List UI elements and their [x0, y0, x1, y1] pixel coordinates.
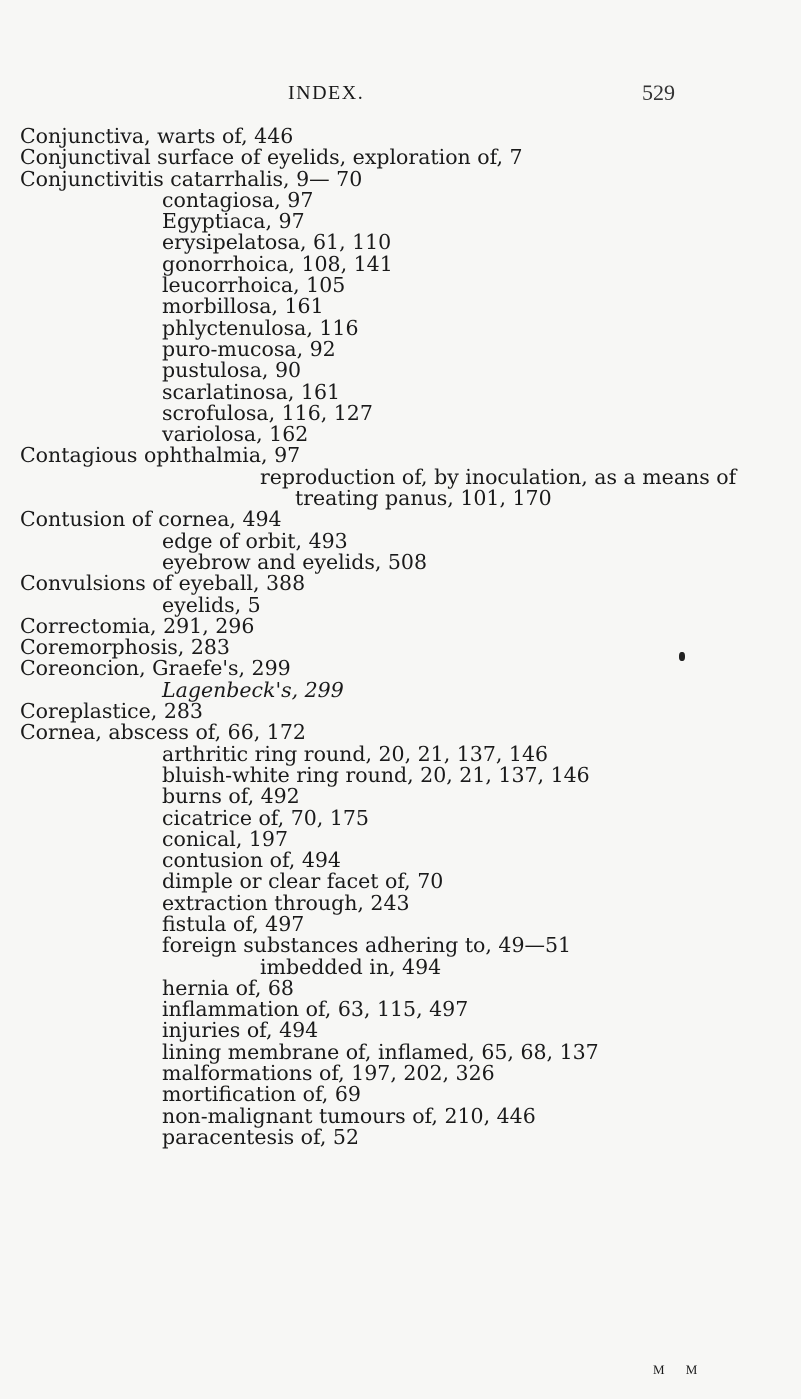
index-entry: Coremorphosis, 283 [20, 635, 230, 660]
index-subentry: dimple or clear facet of, 70 [162, 869, 444, 894]
index-subentry: contagiosa, 97 [162, 187, 314, 212]
index-entry: Cornea, abscess of, 66, 172 [20, 720, 306, 745]
running-head [0, 82, 801, 112]
signature-mark: M M [653, 1362, 707, 1377]
index-entry-list [20, 126, 790, 1148]
index-subentry: hernia of, 68 [162, 975, 294, 1000]
index-subentry: arthritic ring round, 20, 21, 137, 146 [162, 741, 549, 766]
index-subentry: eyebrow and eyelids, 508 [162, 549, 427, 574]
index-entry: Coreoncion, Graefe's, 299 [20, 656, 291, 681]
index-subentry: treating panus, 101, 170 [295, 486, 552, 511]
index-subentry: scarlatinosa, 161 [162, 379, 341, 404]
index-subentry: fistula of, 497 [162, 911, 305, 936]
page-title: INDEX. [288, 82, 365, 104]
index-entry: Contusion of cornea, 494 [20, 507, 282, 532]
index-subentry: morbillosa, 161 [162, 294, 324, 319]
index-subentry: injuries of, 494 [162, 1018, 319, 1043]
index-subentry: conical, 197 [162, 826, 289, 851]
index-subentry: Lagenbeck's, 299 [162, 677, 344, 702]
index-subentry: phlyctenulosa, 116 [162, 315, 359, 340]
ink-smudge [679, 652, 685, 661]
index-entry: Correctomia, 291, 296 [20, 613, 255, 638]
index-subentry: inflammation of, 63, 115, 497 [162, 997, 469, 1022]
index-entry: Conjunctiva, warts of, 446 [20, 124, 294, 148]
index-subentry: gonorrhoica, 108, 141 [162, 251, 393, 276]
index-entry: Contagious ophthalmia, 97 [20, 443, 301, 468]
page-number: 529 [642, 80, 675, 105]
index-subentry: imbedded in, 494 [260, 954, 442, 979]
index-subentry: burns of, 492 [162, 784, 300, 809]
index-subentry: erysipelatosa, 61, 110 [162, 230, 392, 255]
index-subentry: puro-mucosa, 92 [162, 336, 336, 361]
index-entry: Conjunctivitis catarrhalis, 9— 70 [20, 166, 363, 191]
index-subentry: scrofulosa, 116, 127 [162, 400, 373, 425]
index-subentry: extraction through, 243 [162, 890, 410, 915]
index-entry: Conjunctival surface of eyelids, exploration of, 7 [20, 145, 523, 170]
index-subentry: reproduction of, by inoculation, as a means of [260, 464, 737, 489]
index-subentry: leucorrhoica, 105 [162, 273, 346, 298]
index-subentry: eyelids, 5 [162, 592, 261, 617]
index-subentry: Egyptiaca, 97 [162, 209, 305, 234]
index-subentry: pustulosa, 90 [162, 358, 302, 383]
index-subentry: non-malignant tumours of, 210, 446 [162, 1103, 536, 1128]
index-subentry: contusion of, 494 [162, 848, 341, 873]
index-subentry: cicatrice of, 70, 175 [162, 805, 369, 830]
index-subentry: edge of orbit, 493 [162, 528, 348, 553]
index-subentry: malformations of, 197, 202, 326 [162, 1061, 495, 1086]
index-subentry: paracentesis of, 52 [162, 1124, 359, 1149]
index-entry: Convulsions of eyeball, 388 [20, 571, 306, 596]
index-entry: Coreplastice, 283 [20, 699, 203, 724]
index-subentry: variolosa, 162 [162, 422, 309, 447]
index-subentry: bluish-white ring round, 20, 21, 137, 146 [162, 762, 590, 787]
index-subentry: mortification of, 69 [162, 1082, 361, 1107]
index-subentry: lining membrane of, inflamed, 65, 68, 137 [162, 1039, 599, 1064]
index-subentry: foreign substances adhering to, 49—51 [162, 933, 572, 958]
